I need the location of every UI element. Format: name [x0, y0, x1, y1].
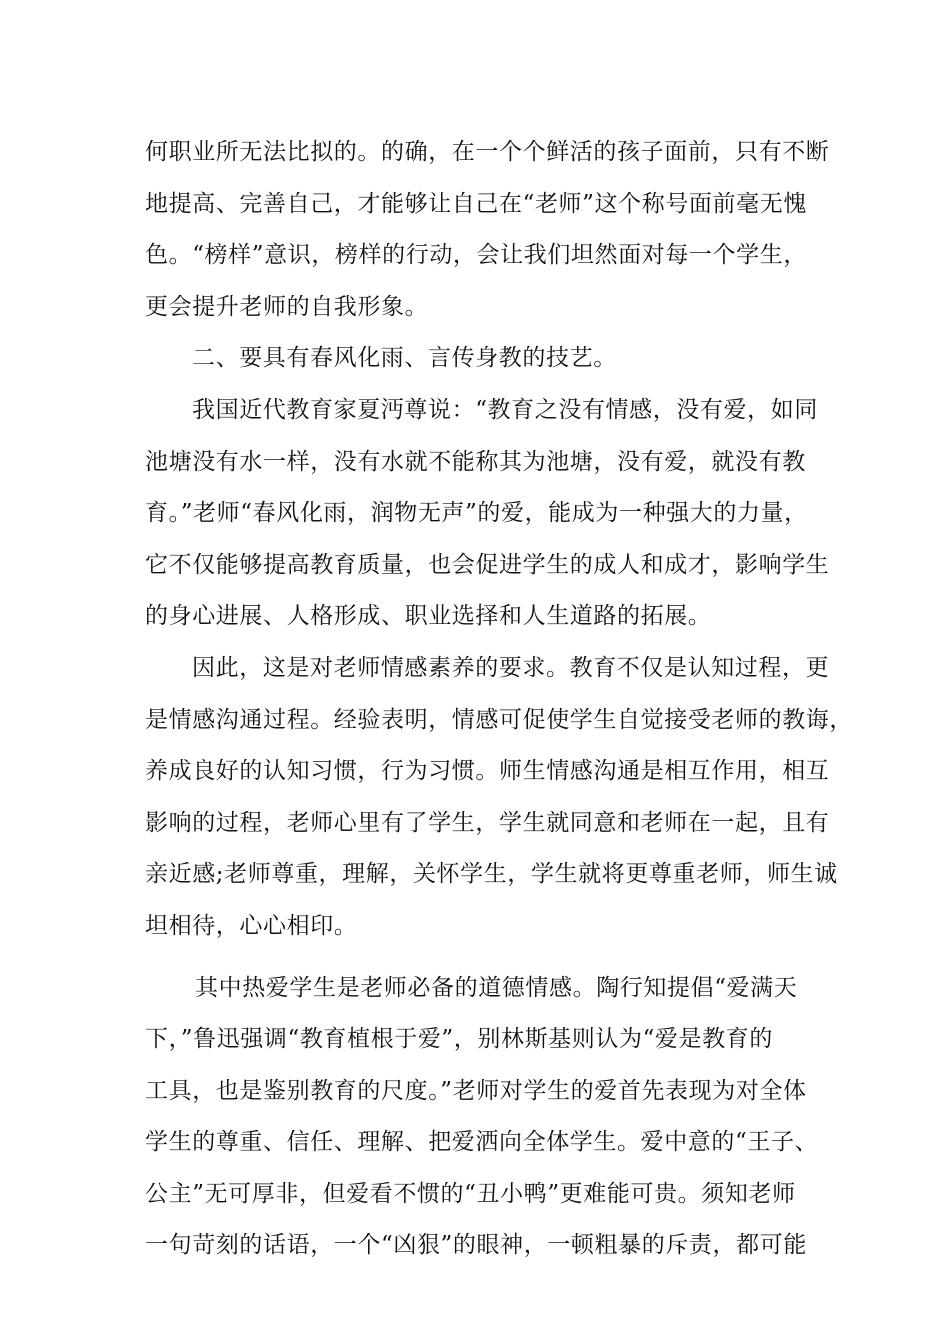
text-line: 我国近代教育家夏沔尊说：“教育之没有情感，没有爱，如同	[192, 396, 818, 423]
text-line: 影响的过程，老师心里有了学生，学生就同意和老师在一起，且有	[145, 809, 830, 836]
text-line: 一句苛刻的话语，一个“凶狠”的眼神，一顿粗暴的斥责，都可能	[145, 1232, 807, 1259]
text-line: 亲近感;老师尊重，理解，关怀学生，学生就将更尊重老师，师生诚	[145, 861, 838, 888]
text-line: 色。“榜样”意识，榜样的行动，会让我们坦然面对每一个学生，	[145, 242, 807, 269]
text-line: 公主”无可厚非，但爱看不惯的“丑小鸭”更难能可贵。须知老师	[145, 1180, 796, 1207]
text-line: 的身心进展、人格形成、职业选择和人生道路的拓展。	[145, 603, 712, 630]
text-line: 地提高、完善自己，才能够让自己在“老师”这个称号面前毫无愧	[145, 190, 807, 217]
text-line: 育。”老师“春风化雨，润物无声”的爱，能成为一种强大的力量，	[145, 500, 808, 527]
text-line: 池塘没有水一样，没有水就不能称其为池塘，没有爱，就没有教	[145, 448, 806, 475]
text-line: 下，”鲁迅强调“教育植根于爱”，别林斯基则认为“爱是教育的	[145, 1026, 773, 1053]
text-line: 是情感沟通过程。经验表明，情感可促使学生自觉接受老师的教诲，	[145, 706, 853, 733]
section-heading: 二、要具有春风化雨、言传身教的技艺。	[192, 345, 617, 372]
text-line: 它不仅能够提高教育质量，也会促进学生的成人和成才，影响学生	[145, 551, 830, 578]
text-line: 因此，这是对老师情感素养的要求。教育不仅是认知过程，更	[192, 654, 830, 681]
text-line: 养成良好的认知习惯，行为习惯。师生情感沟通是相互作用，相互	[145, 758, 830, 785]
text-line: 工具，也是鉴别教育的尺度。”老师对学生的爱首先表现为对全体	[145, 1077, 807, 1104]
text-line: 其中热爱学生是老师必备的道德情感。陶行知提倡“爱满天	[195, 974, 798, 1001]
document-body	[145, 127, 853, 1272]
text-line: 坦相待，心心相印。	[145, 912, 358, 939]
text-line: 何职业所无法比拟的。的确，在一个个鲜活的孩子面前，只有不断	[145, 139, 830, 165]
text-line: 更会提升老师的自我形象。	[145, 293, 429, 320]
text-line: 学生的尊重、信任、理解、把爱洒向全体学生。爱中意的“王子、	[145, 1129, 819, 1156]
